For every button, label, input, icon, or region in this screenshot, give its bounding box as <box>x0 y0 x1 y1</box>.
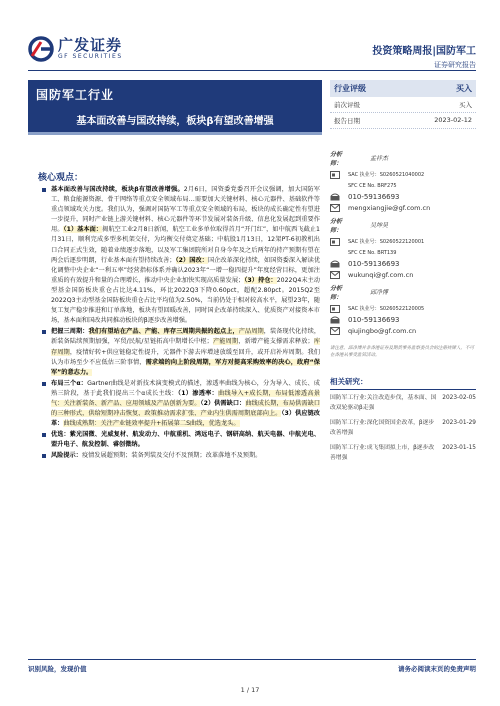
viewpoint-subheading: （1）渗透率： <box>177 389 219 397</box>
analyst-label: 分析师： <box>330 217 343 234</box>
id-card-icon <box>330 171 340 179</box>
related-research-item[interactable] <box>330 443 476 463</box>
viewpoint-fundamentals <box>42 185 320 326</box>
viewpoint-text: 疫情发展超预期；装备列装及交付不及预期；改革落地不及预期。 <box>81 452 262 460</box>
viewpoint-text: ，疫情好转+供应链稳定性提升，元器件下游去库增速放缓至回升，或开启补库周期。我们认为市场至少不应低估三阶事情， <box>51 348 320 366</box>
logo-text-en: GF SECURITIES <box>58 53 123 60</box>
viewpoint-text: ，新增产能支撑需求释放； <box>238 338 314 346</box>
viewpoint-text: 产能周期 <box>212 338 239 346</box>
viewpoint-text: ，装备现代化持续，新装备陆续预期加强，军贸/民航/星链拓高中期增长中枢； <box>51 328 321 346</box>
title-banner <box>28 80 322 132</box>
rating-header <box>330 80 476 97</box>
analyst-card <box>330 219 476 280</box>
analyst-phone: 010-59136693 <box>348 315 400 324</box>
analyst-label: 分析师： <box>330 284 343 301</box>
blank-icon <box>330 249 340 257</box>
phone-icon <box>330 193 340 201</box>
related-date: 2023-02-05 <box>442 395 476 401</box>
ce-number: BRT139 <box>377 249 397 256</box>
analyst-email[interactable]: wukunqi@gf.com.cn <box>348 270 414 279</box>
ce-label: SFC CE No. <box>348 249 376 256</box>
phone-icon <box>330 316 340 324</box>
footer-divider <box>28 659 476 660</box>
report-header <box>372 42 476 70</box>
email-icon <box>330 204 340 212</box>
sac-number: S0260521040002 <box>379 172 425 178</box>
related-title-text: 国防军工行业:成飞集团拟上市，β逐步改善增强 <box>330 445 435 461</box>
ce-label: SFC CE No. <box>348 182 376 189</box>
analyst-panel <box>330 152 476 342</box>
footer-slogan: 识别风险，发现价值 <box>28 665 87 673</box>
related-title-text: 国防军工行业:关注改造步伐，基本面、国改双轮驱动β走强 <box>330 395 437 411</box>
viewpoint-text: 揭航空工业2月8日新闻，航空工业多单位取得首月“开门红”，如中航西飞截止1月31日，顺利完成多型多机架交付，为均衡交付奠定基础；中航股1月13日，12架PT-6初教机出口合同正式生效，随着业绩逐步落地，以及军工集团院所对自身今年及之后两年的持产预期有望在两会后逐步明朗，行业基本面有望持续改善； <box>51 226 320 264</box>
analyst-card <box>330 152 476 213</box>
viewpoint-heading: 优选： <box>51 431 70 439</box>
viewpoint-text: 2月6日，国资委党委召开会议强调，加大国防军工、粮食能源资源、骨干网络等重点安全领域布局…需要加大关键材料、核心元器件、基础软件等重点领域攻关力度。我们认为，强调对国防军工等重点安全领域的布局，板块的成长确定性有望进一步提升，同时产业链上游关键材料、核心元器件等环节发展对装备升级、信息化发展起到重要作用。 <box>51 186 320 234</box>
viewpoint-text: 曲线导入+成长期，布局低渗透高景气：关注新装备、新产品、应用领域及产品创新为要。 <box>51 389 320 407</box>
analyst-email[interactable]: qiujingbo@gf.com.cn <box>348 326 417 335</box>
core-viewpoints-body <box>42 185 320 462</box>
related-research-title: 相关研究： <box>330 377 368 386</box>
related-title-text: 国防军工行业:深化国资国企改革，β逐步改善增强 <box>330 420 435 436</box>
viewpoint-text: 曲线成熟期：关注产业链效率提升+拓展第二S曲线，优选龙头。 <box>63 420 240 428</box>
viewpoint-heading: 把握三周期： <box>51 328 89 336</box>
viewpoint-risk-warning <box>42 451 320 461</box>
rating-row-label: 报告日期 <box>334 117 360 125</box>
viewpoint-text: 紫光国微、光威复材、航发动力、中航重机、鸿远电子、钢研高纳、航天电器、中航光电、盟升电子、航发控制、睿创微纳。 <box>51 431 321 449</box>
viewpoint-text: 产品周期 <box>238 328 264 336</box>
viewpoint-heading: 基本面改善与国改持续，板块β有望改善增强。 <box>51 186 184 193</box>
related-research-list <box>330 393 476 468</box>
rating-value: 买入 <box>456 84 472 93</box>
viewpoint-three-alpha <box>42 379 320 429</box>
analyst-card <box>330 286 476 336</box>
viewpoint-subheading: （2）国改： <box>175 256 208 264</box>
analyst-email[interactable]: mengxiangjie@gf.com.cn <box>348 203 431 212</box>
report-subtitle: 基本面改善与国改持续，板块β有望改善增强 <box>76 116 274 127</box>
related-research-item[interactable] <box>330 393 476 413</box>
page-number: 1 / 17 <box>240 686 260 694</box>
rating-row-previous <box>330 97 476 113</box>
phone-icon <box>330 260 340 268</box>
company-logo <box>28 36 123 62</box>
related-research-item[interactable] <box>330 418 476 438</box>
analyst-name: 孟祥杰 <box>370 155 389 162</box>
id-card-icon <box>330 305 340 313</box>
analyst-name: 邱净博 <box>370 289 389 296</box>
logo-text-cn: 广发证券 <box>58 36 123 54</box>
report-subtype: 证券研究报告 <box>434 61 476 69</box>
viewpoint-text: 库存周期 <box>51 338 321 356</box>
id-card-icon <box>330 238 340 246</box>
viewpoint-text: 国企改革深化持续，如国资委深入解读优化调整中央企业“一利五率”经营指标体系并确认2023年“一增一稳四提升”年度经营目标，更加注重质的有效提升和量的合理增长，推动中央企业加快实现高质量发展； <box>51 256 321 284</box>
viewpoint-subheading: （2）供需缺口： <box>200 399 246 407</box>
analyst-phone: 010-59136693 <box>348 259 400 268</box>
rating-label: 行业评级 <box>334 84 366 93</box>
rating-row-date <box>330 113 476 129</box>
banner-stripe <box>28 132 322 135</box>
email-icon <box>330 327 340 335</box>
viewpoint-preferred-stocks <box>42 430 320 450</box>
sac-label: SAC 执业号： <box>348 306 380 312</box>
blank-icon <box>330 182 340 190</box>
viewpoint-subheading: 我们有望站在产品、产能、库存三周期共振的起点上， <box>88 328 239 336</box>
footer-disclaimer: 请务必阅读末页的免责声明 <box>398 665 476 673</box>
viewpoint-heading: 风险提示： <box>51 452 82 460</box>
viewpoint-text: 曲线成长期，布局供需缺口的三种形式，供给短期冲击恢复、政策推动需求扩张、产业内生供需周期底部向上。 <box>51 399 321 418</box>
viewpoint-text: 2022Q4末主动型基金国防板块重仓占比达4.11%，环比2022Q3下降0.60pct，超配2.80pct。2015Q2至2022Q3主动型基金国防板块重仓占比平均值为2.50%，当前仍处于相对较高水平，展望23年，随复工复产稳步推进和订单落地，板块有望回暖改善，同时国企改革持续深入、优质资产对接资本市场，基本面和国改共同推动板块的β逐步改善增强。 <box>51 276 320 325</box>
related-date: 2023-01-15 <box>442 445 476 451</box>
sac-label: SAC 执业号： <box>348 239 380 245</box>
sac-label: SAC 执业号： <box>348 172 380 178</box>
industry-title: 国防军工行业 <box>36 88 115 102</box>
report-type: 投资策略周报|国防军工 <box>372 46 476 57</box>
sac-number: S0260522120005 <box>379 306 425 312</box>
rating-row-label: 前次评级 <box>334 101 360 109</box>
core-viewpoints-title: 核心观点： <box>38 173 84 183</box>
email-icon <box>330 271 340 279</box>
rating-box <box>330 80 476 129</box>
rating-row-value: 买入 <box>459 101 472 109</box>
ce-number: BRF275 <box>377 182 397 189</box>
rating-row-value: 2023-02-12 <box>434 116 472 124</box>
sac-number: S0260522120001 <box>379 239 425 245</box>
viewpoint-subheading: （1）基本面： <box>63 226 103 234</box>
analyst-name: 吴坤昊 <box>370 222 389 229</box>
viewpoint-heading: 布局三个α： <box>51 379 88 387</box>
viewpoint-subheading: （3）持仓： <box>244 276 277 284</box>
gf-logo-icon <box>28 36 54 62</box>
analyst-disclaimer-note: 请注意，邱净博并非香港证券及期货事务监察委员会的注册持牌人，不可在香港从事受监管活动。 <box>330 346 474 358</box>
header-divider <box>28 70 476 71</box>
related-divider <box>330 389 476 390</box>
viewpoint-text: Gartner曲线是对新技术演变模式的描述，渗透率曲线为核心，分为导入、成长、成熟三阶段，基于此我们提出三个α成长主线： <box>51 379 320 397</box>
viewpoint-subheading: （3）供应链改革： <box>51 410 320 428</box>
analyst-label: 分析师： <box>330 150 343 167</box>
analyst-phone: 010-59136693 <box>348 192 400 201</box>
related-date: 2023-01-29 <box>442 420 476 426</box>
viewpoint-three-cycles <box>42 327 320 377</box>
viewpoint-subheading: 需求端的向上阶段周期，军方对提高采购效率的决心，政府“保军”的意志力。 <box>51 358 320 376</box>
